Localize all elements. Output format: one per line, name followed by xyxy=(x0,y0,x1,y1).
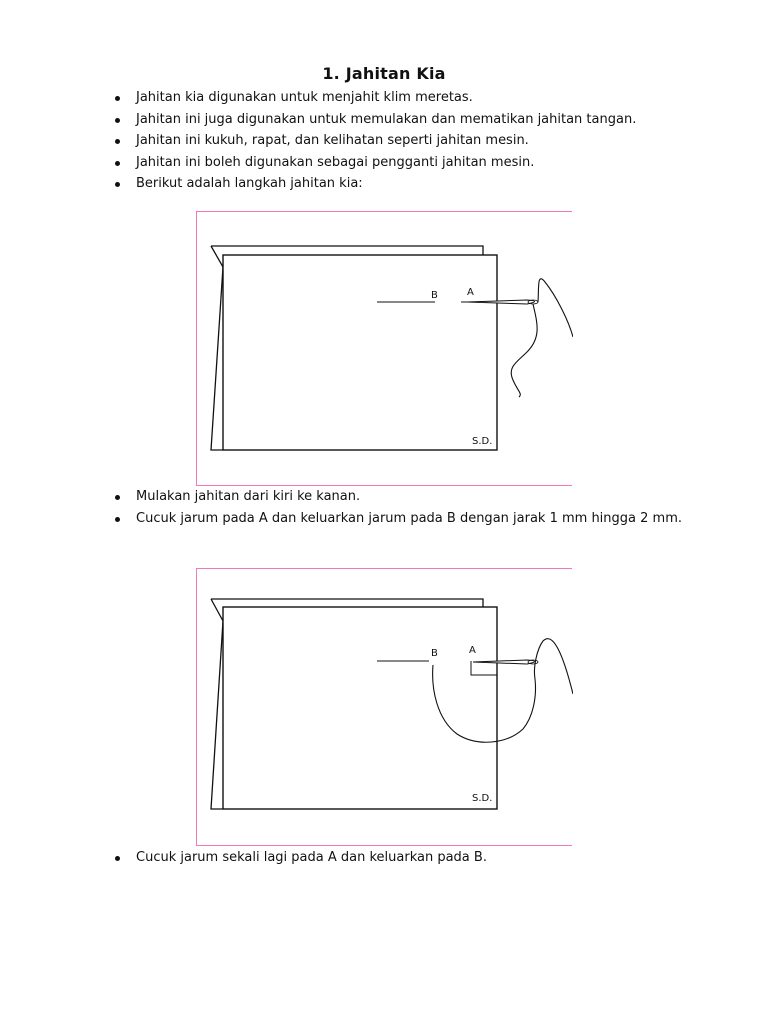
list-item: Mulakan jahitan dari kiri ke kanan. xyxy=(112,486,712,508)
list-item: Jahitan ini juga digunakan untuk memulakan dan mematikan jahitan tangan. xyxy=(112,109,712,131)
label-b: B xyxy=(431,290,438,301)
fabric-illustration-2 xyxy=(197,569,573,847)
list-item: Jahitan kia digunakan untuk menjahit klim meretas. xyxy=(112,87,712,109)
back-fabric-fold xyxy=(211,246,223,450)
list-item: Jahitan ini boleh digunakan sebagai pengganti jahitan mesin. xyxy=(112,152,712,174)
thread-loop xyxy=(511,304,537,397)
list-item: Berikut adalah langkah jahitan kia: xyxy=(112,173,712,195)
list-item: Cucuk jarum pada A dan keluarkan jarum pada B dengan jarak 1 mm hingga 2 mm. xyxy=(112,508,712,530)
page-title: 1. Jahitan Kia xyxy=(322,64,446,83)
label-b: B xyxy=(431,648,438,659)
thread xyxy=(538,279,573,337)
final-list xyxy=(112,847,712,869)
step-list xyxy=(112,486,712,529)
stitch-figure-1 xyxy=(196,211,572,486)
label-a: A xyxy=(469,645,476,656)
back-fabric-edge xyxy=(211,246,483,255)
signature: S.D. xyxy=(472,793,493,804)
intro-list xyxy=(112,87,712,195)
fabric-illustration-1 xyxy=(197,212,573,487)
list-item: Cucuk jarum sekali lagi pada A dan keluarkan pada B. xyxy=(112,847,712,869)
list-item: Jahitan ini kukuh, rapat, dan kelihatan seperti jahitan mesin. xyxy=(112,130,712,152)
stitch-figure-2 xyxy=(196,568,572,846)
back-fabric-edge xyxy=(211,599,483,607)
front-fabric xyxy=(223,607,497,809)
signature: S.D. xyxy=(472,436,493,447)
front-fabric xyxy=(223,255,497,450)
label-a: A xyxy=(467,287,474,298)
back-fabric-fold xyxy=(211,599,223,809)
